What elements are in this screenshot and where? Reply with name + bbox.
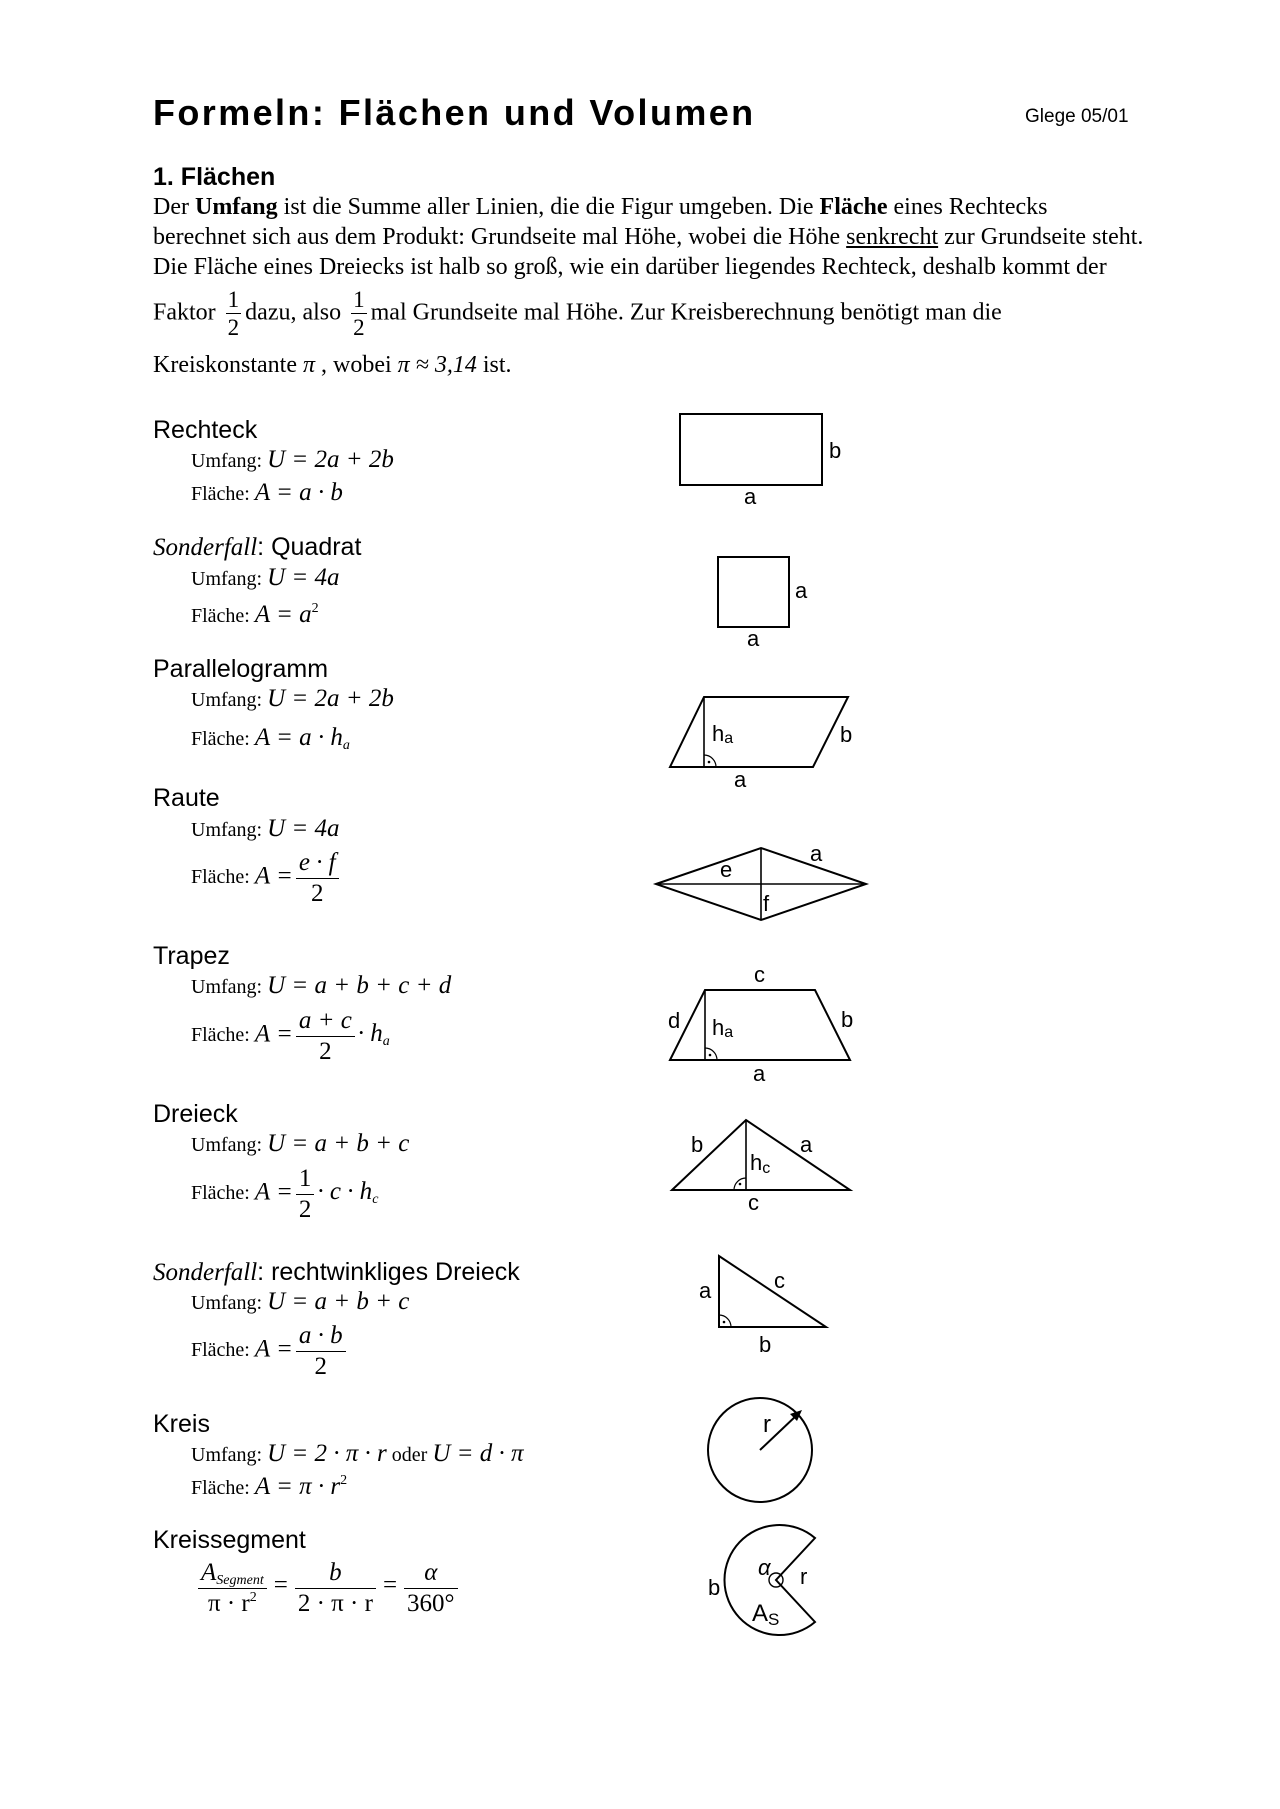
figure-quadrat — [718, 557, 808, 651]
quadrat-flaeche: Fläche: $A = a^2$ — [191, 601, 319, 628]
raute-umfang: Umfang: U = 4a — [191, 815, 340, 842]
heading-parallelogramm: Parallelogramm — [153, 655, 329, 683]
rechteck-label-a: a — [744, 484, 757, 509]
quadrat-label-a-side: a — [795, 578, 808, 603]
dreieck-label-c: c — [748, 1190, 759, 1215]
parallelogramm-label-a: a — [734, 767, 747, 792]
dreieck-umfang: Umfang: U = a + b + c — [191, 1130, 410, 1157]
heading-dreieck: Dreieck — [153, 1100, 238, 1128]
rechtwinklig-label-b: b — [759, 1332, 772, 1357]
heading-kreis: Kreis — [153, 1410, 210, 1438]
heading-quadrat: Sonderfall: Quadrat — [153, 533, 362, 561]
trapez-umfang: Umfang: U = a + b + c + d — [191, 972, 452, 999]
dreieck-flaeche: Fläche: A = $\frac{1}{2}$ · $c \cdot h_c$ — [191, 1165, 379, 1224]
fraction-one-half: $\frac{1}{2}$ — [227, 287, 240, 341]
raute-label-e: e — [720, 857, 733, 882]
intro-line-3: Die Fläche eines Dreiecks ist halb so groß, wie ein darüber liegendes Rechteck, deshalb kommt der — [153, 254, 1107, 280]
trapez-label-d: d — [668, 1008, 681, 1033]
dreieck-label-b: b — [691, 1132, 704, 1157]
raute-flaeche: Fläche: A = $\frac{e \cdot f}{2}$ — [191, 850, 342, 908]
kreis-flaeche: Fläche: $A = \pi \cdot r^2$ — [191, 1473, 348, 1500]
quadrat-label-a-bottom: a — [747, 626, 760, 651]
dreieck-label-h: hc — [750, 1150, 771, 1177]
parallelogramm-label-h: ha — [712, 721, 734, 747]
figure-trapez — [668, 962, 853, 1086]
rechtwinklig-flaeche: Fläche: A = $\frac{a \cdot b}{2}$ — [191, 1323, 349, 1381]
figure-dreieck — [672, 1120, 850, 1215]
kreissegment-label-as: AS — [752, 1600, 780, 1629]
section-heading: 1. Flächen — [153, 163, 276, 191]
intro-line-4: Faktor $\frac{1}{2}$ dazu, also $\frac{1}{2}$ mal Grundseite mal Höhe. Zur Kreisberechnung benötigt man die — [153, 287, 1002, 341]
heading-raute: Raute — [153, 784, 220, 812]
heading-kreissegment: Kreissegment — [153, 1526, 306, 1554]
intro-line-1: Der Umfang ist die Summe aller Linien, die die Figur umgeben. Die Fläche eines Rechtecks — [153, 194, 1048, 220]
heading-trapez: Trapez — [153, 942, 230, 970]
rechtwinklig-umfang: Umfang: U = a + b + c — [191, 1288, 410, 1315]
parallelogramm-umfang: Umfang: U = 2a + 2b — [191, 685, 394, 712]
rechtwinklig-label-a: a — [699, 1278, 712, 1303]
document-code: Glege 05/01 — [1025, 106, 1129, 127]
raute-label-f: f — [763, 891, 770, 916]
fraction-one-half-2: $\frac{1}{2}$ — [353, 287, 365, 341]
trapez-label-c: c — [754, 962, 765, 987]
heading-rechteck: Rechteck — [153, 416, 258, 444]
trapez-label-h: ha — [712, 1015, 734, 1041]
rechteck-flaeche: Fläche: A = a · b — [191, 479, 343, 506]
figure-parallelogramm — [670, 697, 852, 792]
kreissegment-label-b: b — [708, 1575, 721, 1600]
intro-line-2: berechnet sich aus dem Produkt: Grundseite mal Höhe, wobei die Höhe senkrecht zur Grundseite steht. — [153, 224, 1144, 250]
trapez-label-b: b — [841, 1007, 854, 1032]
rechteck-umfang: Umfang: U = 2a + 2b — [191, 446, 394, 473]
kreis-umfang: Umfang: U = 2 · π · r oder U = d · π — [191, 1440, 524, 1467]
figure-rechtwinkliges-dreieck — [699, 1256, 826, 1357]
kreissegment-label-alpha: α — [758, 1555, 771, 1580]
parallelogramm-label-b: b — [840, 722, 853, 747]
figure-raute — [656, 841, 866, 920]
kreissegment-formel: $\frac{A_{Segment}}{\pi \cdot r^2}$ = $\frac{b}{2 \cdot \pi \cdot r}$ = $\frac{\alpha}{360^\circ}$ — [195, 1560, 461, 1618]
quadrat-umfang: Umfang: U = 4a — [191, 564, 340, 591]
kreis-label-r: r — [763, 1411, 771, 1438]
trapez-label-a: a — [753, 1061, 766, 1086]
trapez-flaeche: Fläche: A = $\frac{a + c}{2}$ · $h_a$ — [191, 1007, 390, 1066]
figure-rechteck — [680, 414, 841, 509]
intro-line-5: Kreiskonstante π , wobei π ≈ 3,14 ist. — [153, 352, 512, 378]
figure-kreissegment — [708, 1525, 815, 1635]
dreieck-label-a: a — [800, 1132, 813, 1157]
raute-label-a: a — [810, 841, 823, 866]
page-title: Formeln: Flächen und Volumen — [153, 92, 756, 133]
kreissegment-label-r: r — [800, 1564, 808, 1589]
parallelogramm-flaeche: Fläche: $A = a \cdot h_a$ — [191, 724, 350, 753]
rechtwinklig-label-c: c — [774, 1268, 785, 1293]
figure-kreis — [708, 1398, 812, 1502]
heading-rechtwinkliges-dreieck: Sonderfall: rechtwinkliges Dreieck — [153, 1258, 520, 1286]
rechteck-label-b: b — [829, 438, 842, 463]
